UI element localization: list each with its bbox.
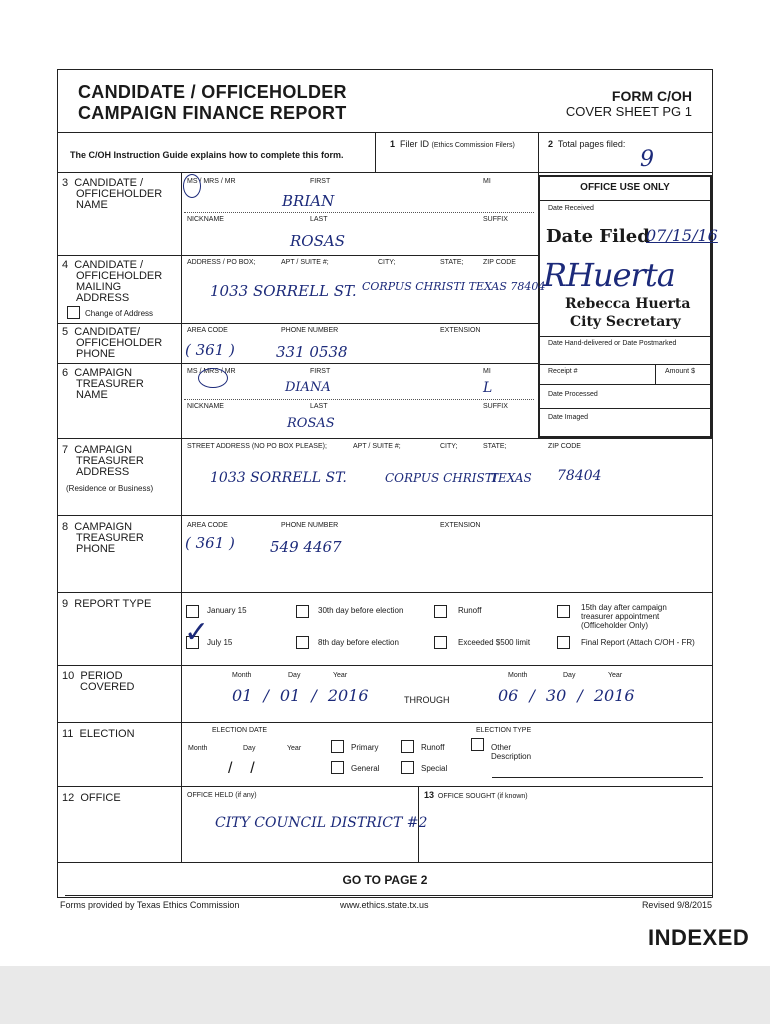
period-from-date[interactable]: 01 / 01 / 2016 (232, 686, 369, 705)
change-of-address-checkbox[interactable] (67, 306, 80, 319)
election-general-checkbox[interactable] (331, 761, 344, 774)
report-15day-checkbox[interactable] (557, 605, 570, 618)
date-filed-label: Date Filed (546, 226, 650, 247)
candidate-phone[interactable]: 331 0538 (276, 343, 348, 361)
report-runoff-label: Runoff (458, 606, 482, 615)
election-other-checkbox[interactable] (471, 738, 484, 751)
report-500-checkbox[interactable] (434, 636, 447, 649)
election-special-checkbox[interactable] (401, 761, 414, 774)
from-month-label: Month (232, 672, 252, 679)
to-month-label: Month (508, 672, 528, 679)
through-label: THROUGH (404, 695, 450, 705)
candidate-last-label: LAST (310, 216, 328, 223)
treas-street[interactable]: 1033 SORRELL ST. (210, 470, 347, 486)
report-8day-label: 8th day before election (318, 638, 399, 647)
footer-url[interactable]: www.ethics.state.tx.us (340, 900, 429, 910)
treas-area-code[interactable]: ( 361 ) (185, 534, 235, 552)
election-date-label: ELECTION DATE (212, 727, 268, 734)
filer-id-field[interactable]: 1 Filer ID (Ethics Commission Filers) (390, 139, 515, 149)
election-general-label: General (351, 764, 380, 773)
treas-ext-label: EXTENSION (440, 522, 481, 529)
candidate-area-label: AREA CODE (187, 327, 228, 334)
stamp-title: City Secretary (570, 314, 681, 330)
stamp-name: Rebecca Huerta (565, 296, 691, 312)
treas-phone[interactable]: 549 4467 (270, 538, 342, 556)
date-filed-value: 07/15/16 (646, 226, 718, 245)
treas-state-label: STATE; (483, 443, 507, 450)
mailing-city-label: CITY; (378, 259, 396, 266)
candidate-first[interactable]: BRIAN (282, 192, 335, 210)
report-final-label: Final Report (Attach C/OH - FR) (581, 638, 695, 647)
footer-provided: Forms provided by Texas Ethics Commission (60, 900, 240, 910)
office-use-title: OFFICE USE ONLY (580, 182, 670, 193)
section-6-label: 6 CAMPAIGN TREASURER NAME (62, 367, 144, 401)
section-5-label: 5 CANDIDATE/ OFFICEHOLDER PHONE (62, 326, 163, 360)
treasurer-prefix-circle (198, 368, 228, 388)
report-final-checkbox[interactable] (557, 636, 570, 649)
section-10-label: 10 PERIOD COVERED (62, 670, 135, 693)
amount-label: Amount $ (665, 368, 695, 375)
footer-revised: Revised 9/8/2015 (641, 900, 712, 910)
treasurer-mi[interactable]: L (483, 380, 493, 396)
section-7-label: 7 CAMPAIGN TREASURER ADDRESS (62, 444, 144, 478)
treas-zip[interactable]: 78404 (557, 468, 602, 484)
report-jan15-label: January 15 (207, 606, 247, 615)
form-code: FORM C/OH (611, 88, 692, 104)
election-special-label: Special (421, 764, 448, 773)
candidate-area-code[interactable]: ( 361 ) (185, 341, 235, 359)
scan-edge (0, 966, 770, 1024)
election-primary-label: Primary (351, 743, 379, 752)
section-12-label: 12 OFFICE (62, 792, 121, 804)
section-7-sublabel: (Residence or Business) (66, 484, 154, 493)
treasurer-nickname-label: NICKNAME (187, 403, 224, 410)
treasurer-prefix[interactable]: MS / MRS / MR (187, 368, 236, 375)
mailing-city-state-zip[interactable]: CORPUS CHRISTI TEXAS 78404 (362, 280, 546, 293)
election-day-label: Day (243, 745, 256, 752)
election-year-label: Year (287, 745, 302, 752)
treas-state[interactable]: TEXAS (490, 471, 532, 485)
to-year-label: Year (608, 672, 623, 679)
election-description-line[interactable] (492, 777, 703, 778)
mailing-street[interactable]: 1033 SORRELL ST. (210, 282, 357, 300)
office-held-value[interactable]: CITY COUNCIL DISTRICT #2 (215, 815, 428, 831)
report-30day-checkbox[interactable] (296, 605, 309, 618)
section-9-label: 9 REPORT TYPE (62, 598, 152, 610)
signature: RHuerta (543, 256, 675, 294)
date-received-label: Date Received (548, 205, 594, 212)
treas-apt-label: APT / SUITE #; (353, 443, 401, 450)
election-type-label: ELECTION TYPE (476, 727, 532, 734)
mailing-addr-label: ADDRESS / PO BOX; (187, 259, 256, 266)
treasurer-first[interactable]: DIANA (285, 380, 331, 395)
treasurer-last[interactable]: ROSAS (287, 416, 335, 431)
office-held-label: OFFICE HELD (if any) (187, 792, 257, 799)
election-month-label: Month (188, 745, 208, 752)
report-15day-label: 15th day after campaign treasurer appointment (Officeholder Only) (581, 603, 667, 630)
section-11-label: 11 ELECTION (62, 728, 135, 740)
treasurer-first-label: FIRST (310, 368, 331, 375)
election-primary-checkbox[interactable] (331, 740, 344, 753)
prefix-circle (183, 174, 201, 198)
change-of-address-label: Change of Address (85, 309, 154, 318)
instruction-text: The C/OH Instruction Guide explains how to complete this form. (70, 150, 344, 160)
report-jul15-check: ✓ (184, 615, 210, 650)
report-jul15-label: July 15 (207, 638, 233, 647)
mailing-state-label: STATE; (440, 259, 464, 266)
section-4-label: 4 CANDIDATE / OFFICEHOLDER MAILING ADDRESS (62, 259, 163, 304)
go-to-page-2: GO TO PAGE 2 (342, 873, 428, 887)
treasurer-last-label: LAST (310, 403, 328, 410)
election-date-slashes[interactable]: / / (228, 760, 255, 777)
form-title-line2: CAMPAIGN FINANCE REPORT (78, 103, 347, 123)
section-8-label: 8 CAMPAIGN TREASURER PHONE (62, 521, 144, 555)
treasurer-mi-label: MI (483, 368, 491, 375)
election-runoff-label: Runoff (421, 743, 445, 752)
candidate-ext-label: EXTENSION (440, 327, 481, 334)
hand-delivered-label: Date Hand-delivered or Date Postmarked (548, 340, 677, 347)
to-day-label: Day (563, 672, 576, 679)
date-processed-label: Date Processed (548, 391, 598, 398)
receipt-label: Receipt # (548, 368, 578, 375)
indexed-stamp: INDEXED (648, 925, 750, 950)
report-8day-checkbox[interactable] (296, 636, 309, 649)
candidate-last[interactable]: ROSAS (290, 232, 345, 250)
election-runoff-checkbox[interactable] (401, 740, 414, 753)
treas-city-label: CITY; (440, 443, 458, 450)
from-year-label: Year (333, 672, 348, 679)
treas-phone-label: PHONE NUMBER (281, 522, 339, 529)
report-runoff-checkbox[interactable] (434, 605, 447, 618)
election-other-label: Other Description (491, 743, 532, 761)
total-pages-value: 9 (640, 147, 654, 172)
candidate-mi-label: MI (483, 178, 491, 185)
report-500-label: Exceeded $500 limit (458, 638, 531, 647)
treas-area-label: AREA CODE (187, 522, 228, 529)
form-subtitle: COVER SHEET PG 1 (565, 104, 692, 119)
total-pages-field[interactable]: 2 Total pages filed: (548, 139, 626, 149)
form-title-line1: CANDIDATE / OFFICEHOLDER (78, 82, 347, 102)
candidate-suffix-label: SUFFIX (483, 216, 508, 223)
candidate-prefix[interactable]: MS / MRS / MR (187, 178, 236, 185)
candidate-phone-label: PHONE NUMBER (281, 327, 339, 334)
treas-city[interactable]: CORPUS CHRISTI (385, 471, 498, 485)
period-to-date[interactable]: 06 / 30 / 2016 (498, 686, 635, 705)
report-30day-label: 30th day before election (318, 606, 404, 615)
mailing-zip-label: ZIP CODE (483, 259, 516, 266)
section-3-label: 3 CANDIDATE / OFFICEHOLDER NAME (62, 177, 163, 211)
date-imaged-label: Date Imaged (548, 414, 589, 421)
candidate-nickname-label: NICKNAME (187, 216, 224, 223)
treasurer-suffix-label: SUFFIX (483, 403, 508, 410)
section-13-label: 13 OFFICE SOUGHT (if known) (424, 790, 528, 800)
candidate-first-label: FIRST (310, 178, 331, 185)
treas-addr-label: STREET ADDRESS (NO PO BOX PLEASE); (187, 443, 327, 450)
from-day-label: Day (288, 672, 301, 679)
treas-zip-label: ZIP CODE (548, 443, 581, 450)
mailing-apt-label: APT / SUITE #; (281, 259, 329, 266)
